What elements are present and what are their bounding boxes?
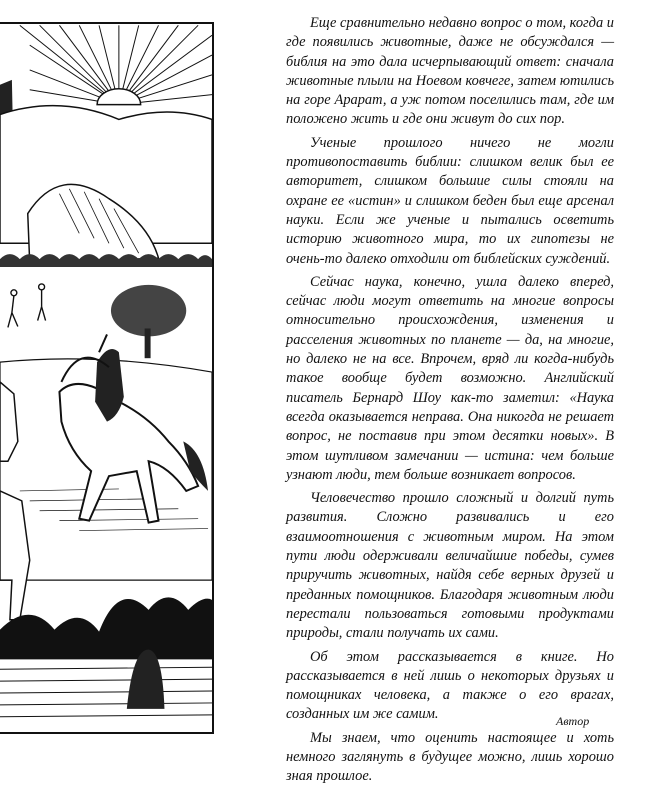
- waves: [0, 597, 212, 659]
- paragraph: Еще сравнительно недавно вопрос о том, когда и где появились животные, даже не обсуждался — библия на это дала исчерпывающий ответ: сначала животные плыли на Ноевом ковчеге, затем ютились на горе Арарат, а уж потом поселились там, где им положено жить и где они живут до сих пор.: [286, 15, 614, 128]
- rider-head: [99, 334, 107, 352]
- walking-figures: [8, 284, 46, 328]
- tree-line: [0, 254, 212, 267]
- paragraph: Сейчас наука, конечно, ушла далеко вперед, сейчас люди могут ответить на многие вопросы относительно происхождения, изменения и расселения животных по планете — да, на многие, но далеко не на все. Впрочем, вряд ли когда-нибудь такое вообще будет возможно. Английский писатель Бернард Шоу как-то заметил: «Наука всегда оказывается неправа. Она никогда не решает вопрос, не поставив при этом десятки новых». В этом шутливом замечании — истина: чем больше узнают люди, тем больше возникает вопросов.: [286, 273, 614, 483]
- paragraph: Человечество прошло сложный и долгий путь развития. Сложно развивались и его взаимоотношения с животным миром. На этом пути люди одерживали величайшие победы, сумев приручить животных, найдя себе верных друзей и преданных помощников. Благодаря животным люди перестали пользоваться готовыми продуктами природы, стали получать их сами.: [286, 490, 614, 642]
- paragraph: Мы знаем, что оценить настоящее и хоть немного заглянуть в будущее можно, лишь хорошо зная прошлое.: [286, 729, 614, 785]
- article-text: [286, 14, 614, 791]
- engraving-drawing: [0, 24, 212, 732]
- paragraph: Ученые прошлого ничего не могли противопоставить библии: слишком велик был ее авторитет, слишком большие силы стояли на охране ее «истин» и слишком беден был еще арсенал науки. Если же ученые и пытались осветить историю животного мира, то их гипотезы не очень-то далеко отходили от библейских суждений.: [286, 134, 614, 267]
- tree-trunk: [145, 328, 151, 358]
- sun: [97, 89, 141, 105]
- water-lines: [0, 667, 212, 717]
- paragraph: Об этом рассказывается в книге. Но рассказывается в ней лишь о некоторых друзьях и помощниках человека, а также о его врагах, созданных им же самим.: [286, 648, 614, 723]
- author-signature: Автор: [556, 714, 590, 728]
- engraving-illustration: [0, 22, 214, 734]
